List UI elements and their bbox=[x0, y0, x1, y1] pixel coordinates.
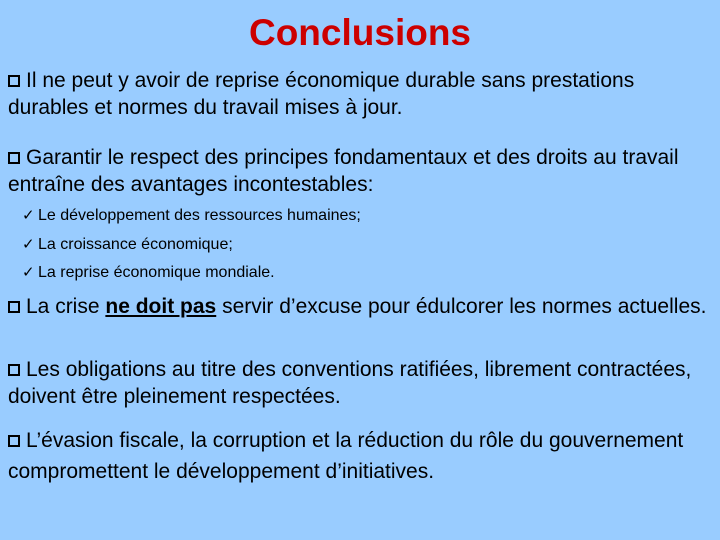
checkmark-icon: ✓ bbox=[22, 207, 35, 224]
subpoint-1-text: Le développement des ressources humaines; bbox=[38, 207, 361, 224]
subpoint-3 bbox=[22, 260, 275, 286]
checkbox-bullet-icon bbox=[8, 435, 20, 447]
subpoint-2 bbox=[22, 232, 233, 258]
checkbox-bullet-icon bbox=[8, 364, 20, 376]
point-4-text: Les obligations au titre des conventions ratifiées, librement contractées, doivent être pleinement respectées. bbox=[8, 358, 692, 408]
checkbox-bullet-icon bbox=[8, 152, 20, 164]
checkbox-bullet-icon bbox=[8, 75, 20, 87]
point-3 bbox=[8, 293, 716, 320]
checkbox-bullet-icon bbox=[8, 301, 20, 313]
subpoint-2-text: La croissance économique; bbox=[38, 236, 233, 253]
point-5 bbox=[8, 425, 716, 487]
subpoint-3-text: La reprise économique mondiale. bbox=[38, 264, 275, 281]
point-3-before: La crise bbox=[26, 295, 106, 318]
slide-title: Conclusions bbox=[248, 12, 472, 53]
point-3-emphasis: ne doit pas bbox=[105, 295, 217, 318]
point-2-text: Garantir le respect des principes fondamentaux et des droits au travail entraîne des avantages incontestables: bbox=[8, 146, 679, 196]
subpoint-1 bbox=[22, 203, 361, 229]
point-1 bbox=[8, 67, 716, 121]
point-1-text: Il ne peut y avoir de reprise économique durable sans prestations durables et normes du travail mises à jour. bbox=[8, 69, 635, 119]
point-2 bbox=[8, 144, 716, 198]
point-4 bbox=[8, 356, 716, 410]
checkmark-icon: ✓ bbox=[22, 264, 35, 281]
point-5-text: L’évasion fiscale, la corruption et la réduction du rôle du gouvernement compromettent le développement d’initiatives. bbox=[8, 429, 684, 483]
checkmark-icon: ✓ bbox=[22, 236, 35, 253]
point-3-after: servir d’excuse pour édulcorer les normes actuelles. bbox=[216, 295, 707, 318]
